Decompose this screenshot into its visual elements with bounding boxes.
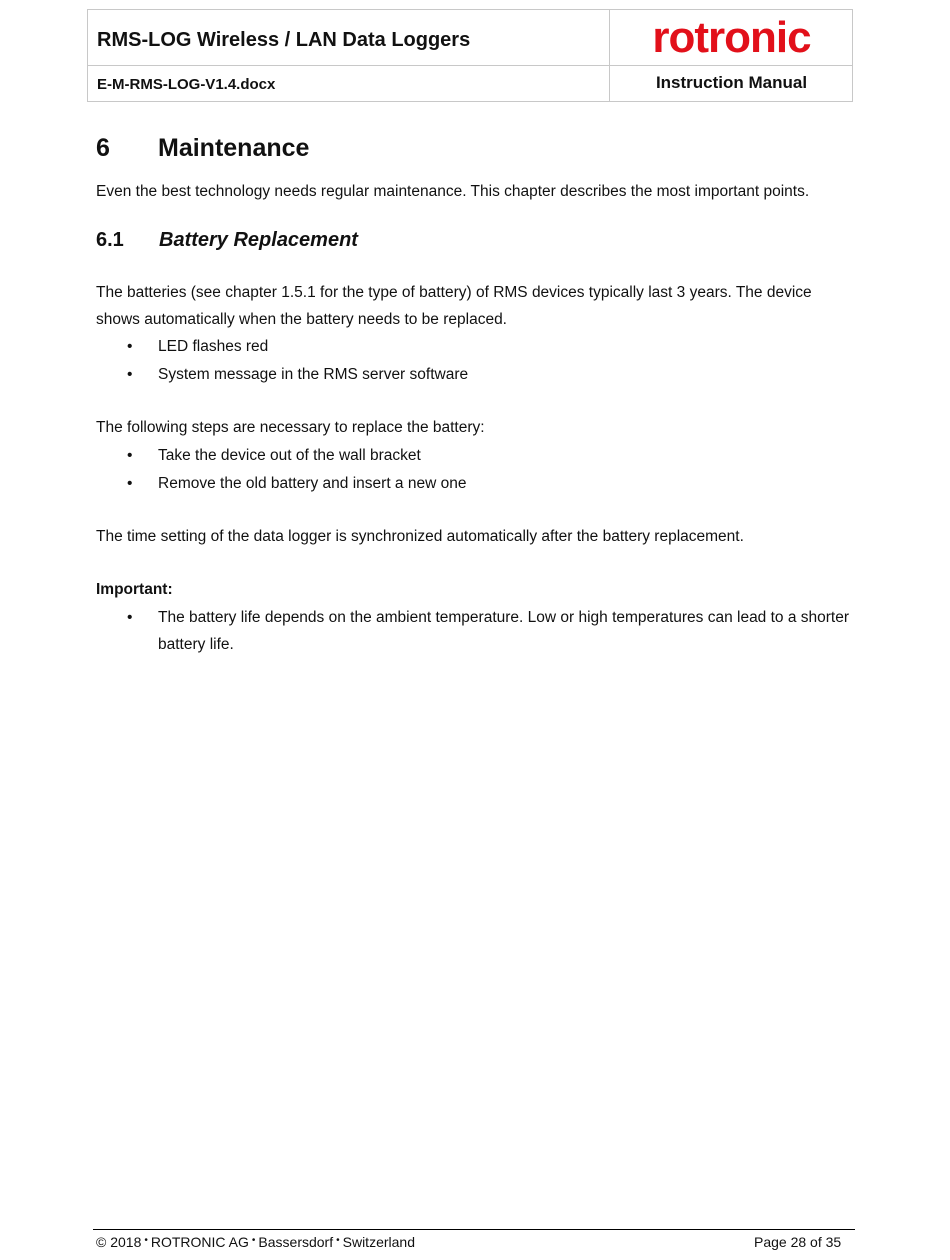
section-heading [96,134,309,163]
document-type: Instruction Manual [655,73,808,92]
indicator-list [96,333,856,389]
bullet-icon: • [127,609,133,626]
bullet-icon: • [127,447,133,464]
time-sync-note: The time setting of the data logger is synchronized automatically after the battery replacement. [96,528,744,545]
subsection-number: 6.1 [96,229,124,251]
document-title: RMS-LOG Wireless / LAN Data Loggers [97,29,471,51]
important-list [96,604,856,659]
section-number: 6 [96,134,110,162]
list-item: • System message in the RMS server software [96,361,856,388]
bullet-icon: • [127,338,133,355]
list-item: • LED flashes red [96,333,856,360]
list-item: • Remove the old battery and insert a new one [96,470,856,497]
footer-separator: • [144,1235,148,1246]
page-number: Page 28 of 35 [754,1234,842,1250]
footer-separator: • [336,1235,340,1246]
battery-life-paragraph: The batteries (see chapter 1.5.1 for the type of battery) of RMS devices typically last 3 years. The device shows automatically when the battery needs to be replaced. [96,284,812,328]
document-file-name: E-M-RMS-LOG-V1.4.docx [97,76,276,93]
rotronic-logo: rotronic [652,13,811,62]
section-title: Maintenance [158,134,310,162]
subsection-title: Battery Replacement [159,229,358,251]
steps-list [96,442,856,498]
bullet-icon: • [127,366,133,383]
header-row-divider [88,65,852,66]
important-label: Important: [96,581,173,598]
page-header [87,9,853,102]
footer-copyright: © 2018 • ROTRONIC AG • Bassersdorf • Switzerland [96,1234,415,1250]
footer-divider [93,1229,855,1230]
subsection-heading [96,229,358,252]
list-item: • The battery life depends on the ambient temperature. Low or high temperatures can lead to a shorter battery life. [96,604,856,658]
footer-separator: • [251,1235,256,1246]
section-intro: Even the best technology needs regular maintenance. This chapter describes the most important points. [96,183,810,200]
bullet-icon: • [127,475,133,492]
list-item: • Take the device out of the wall bracket [96,442,856,469]
steps-intro: The following steps are necessary to replace the battery: [96,419,485,436]
